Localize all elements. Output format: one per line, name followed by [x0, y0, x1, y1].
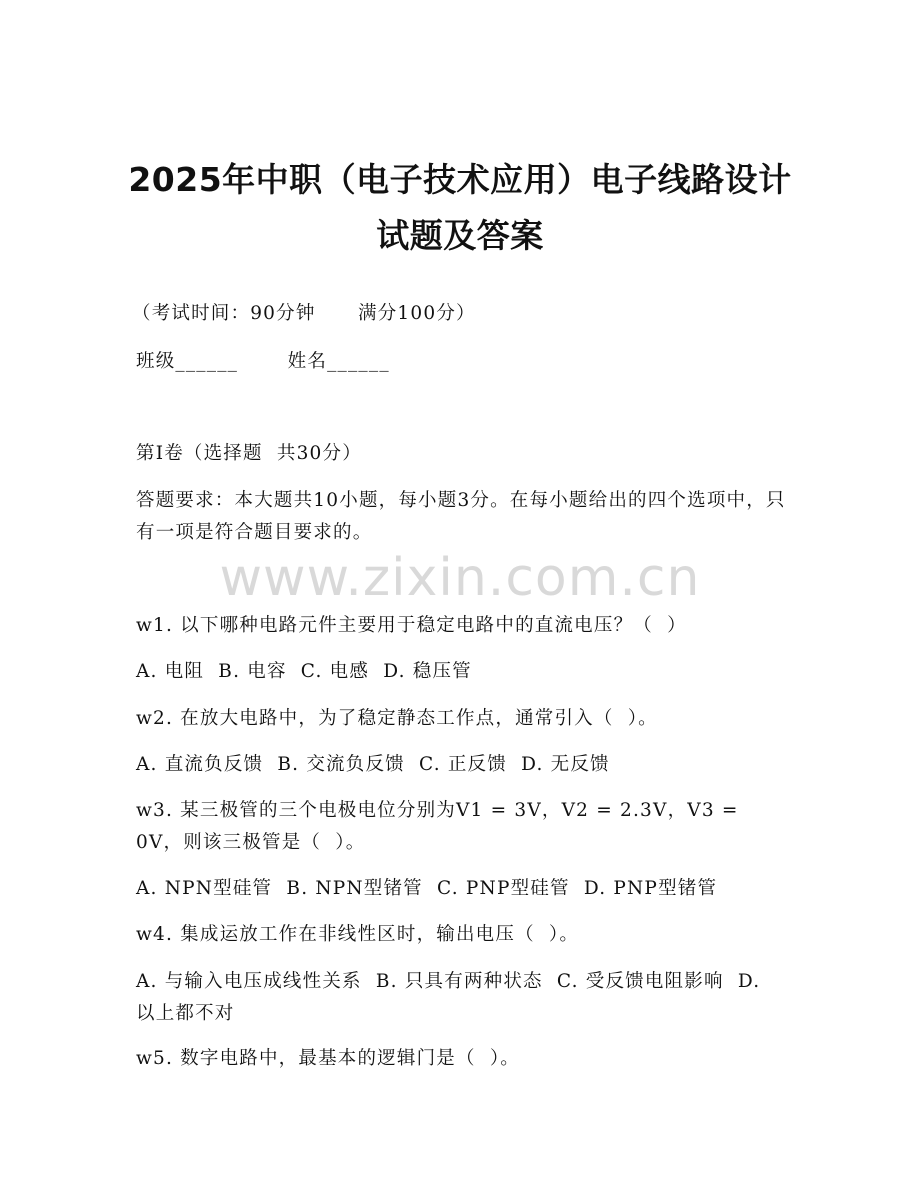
title-line-2: 试题及答案: [376, 216, 544, 255]
question-5: w5. 数字电路中，最基本的逻辑门是（ ）。: [136, 1048, 520, 1069]
document-title: [100, 152, 820, 264]
question-4: w4. 集成运放工作在非线性区时，输出电压（ ）。: [136, 924, 580, 945]
section-heading: 第I卷（选择题 共30分）: [136, 443, 362, 464]
question-2-options: A. 直流负反馈 B. 交流负反馈 C. 正反馈 D. 无反馈: [136, 754, 610, 775]
question-4-options: A. 与输入电压成线性关系 B. 只具有两种状态 C. 受反馈电阻影响 D. 以上都不对: [136, 971, 768, 1024]
question-3: w3. 某三极管的三个电极电位分别为V1 = 3V，V2 = 2.3V，V3 = 0V，则该三极管是（ ）。: [136, 800, 746, 853]
watermark: www.zixin.com.cn: [219, 548, 701, 608]
question-3-options: A. NPN型硅管 B. NPN型锗管 C. PNP型硅管 D. PNP型锗管: [136, 878, 718, 899]
exam-info: （考试时间：90分钟 满分100分）: [132, 303, 476, 324]
question-2: w2. 在放大电路中，为了稳定静态工作点，通常引入（ ）。: [136, 708, 658, 729]
question-1: w1. 以下哪种电路元件主要用于稳定电路中的直流电压？（ ）: [136, 615, 687, 636]
title-line-1: 2025年中职（电子技术应用）电子线路设计: [128, 160, 792, 199]
student-fields: 班级______ 姓名______: [136, 351, 390, 372]
question-1-options: A. 电阻 B. 电容 C. 电感 D. 稳压管: [136, 661, 472, 682]
instructions: 答题要求：本大题共10小题，每小题3分。在每小题给出的四个选项中，只有一项是符合题目要求的。: [136, 490, 786, 543]
